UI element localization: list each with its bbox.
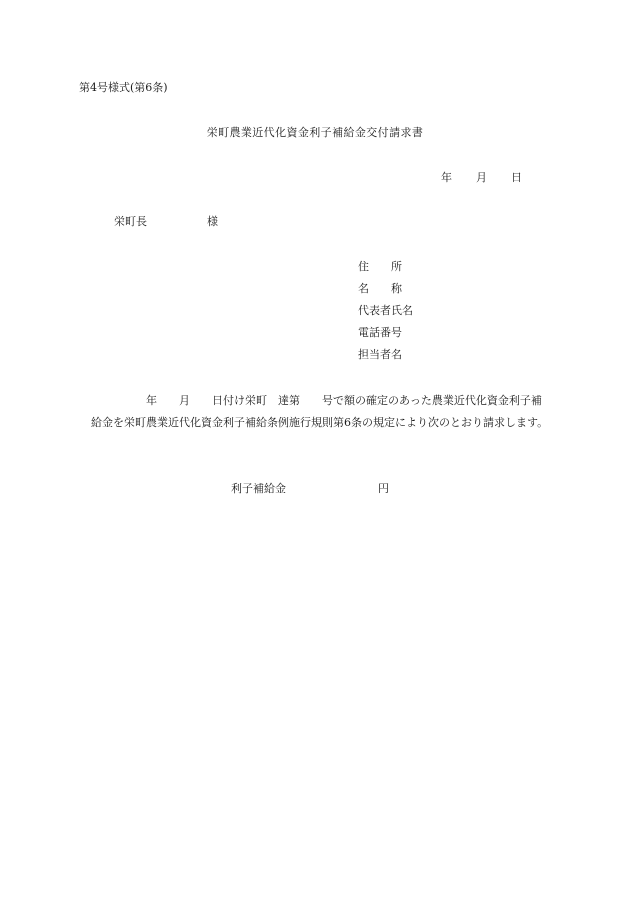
addressee xyxy=(114,215,218,229)
applicant-contact-label: 担当者名 xyxy=(358,348,402,361)
request-body-text: 年 月 日付け栄町 達第 号で額の確定のあった農業近代化資金利子補給金を栄町農業近代化資金利子補給条例施行規則第6条の規定により次のとおり請求します。 xyxy=(91,394,549,429)
applicant-phone-label: 電話番号 xyxy=(358,326,402,339)
applicant-representative-label: 代表者氏名 xyxy=(358,304,413,317)
applicant-address-label: 住 所 xyxy=(358,260,402,273)
date-day: 日 xyxy=(511,171,522,184)
addressee-name: 栄町長 xyxy=(114,215,147,228)
document-title: 栄町農業近代化資金利子補給金交付請求書 xyxy=(206,126,424,139)
date-year: 年 xyxy=(441,171,452,184)
date-month: 月 xyxy=(476,171,487,184)
amount-line xyxy=(231,482,389,496)
addressee-honorific: 様 xyxy=(207,215,218,228)
amount-unit: 円 xyxy=(378,482,389,495)
applicant-block xyxy=(358,260,413,370)
date-line xyxy=(441,171,522,185)
amount-label: 利子補給金 xyxy=(231,482,286,495)
applicant-name-label: 名 称 xyxy=(358,282,402,295)
form-number: 第4号様式(第6条) xyxy=(79,81,168,94)
